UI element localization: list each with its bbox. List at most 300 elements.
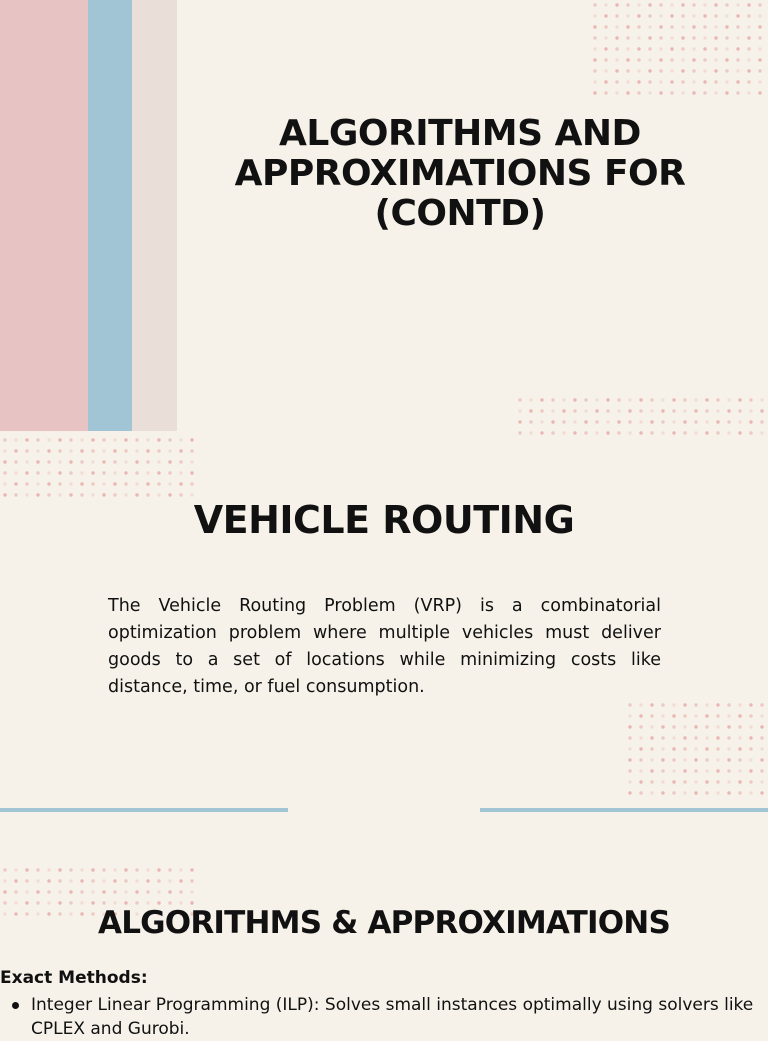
decor-dot	[58, 471, 61, 474]
decor-dot	[14, 438, 17, 441]
exact-methods-label: Exact Methods:	[0, 968, 148, 988]
decor-dot	[716, 714, 719, 717]
decor-dot	[670, 69, 673, 72]
decor-dot	[683, 431, 686, 434]
decor-dot	[661, 398, 664, 401]
decor-dot	[661, 747, 664, 750]
dot-pattern-mid-right	[515, 395, 768, 435]
decor-dot	[518, 431, 521, 434]
decor-dot	[727, 409, 730, 412]
decor-dot	[124, 890, 127, 893]
decor-dot	[626, 3, 629, 6]
decor-dot	[692, 47, 695, 50]
decor-dot	[760, 420, 763, 423]
decor-dot	[113, 482, 116, 485]
decor-dot	[694, 703, 697, 706]
decor-dot	[135, 482, 138, 485]
decor-dot	[593, 36, 596, 39]
decor-dot	[639, 714, 642, 717]
decor-dot	[190, 868, 193, 871]
decor-dot	[703, 36, 706, 39]
decor-dot	[47, 460, 50, 463]
decor-dot	[650, 398, 653, 401]
decor-dot	[683, 409, 686, 412]
exact-methods-list	[0, 993, 768, 1041]
decor-dot	[703, 58, 706, 61]
decor-dot	[716, 703, 719, 706]
decor-dot	[146, 890, 149, 893]
decor-dot	[606, 431, 609, 434]
decor-dot	[595, 431, 598, 434]
decor-dot	[659, 25, 662, 28]
decor-dot	[25, 493, 28, 496]
decor-dot	[736, 69, 739, 72]
decor-dot	[573, 409, 576, 412]
decor-dot	[738, 431, 741, 434]
decor-dot	[135, 868, 138, 871]
decor-dot	[190, 471, 193, 474]
decor-dot	[190, 449, 193, 452]
dot-pattern-lower-right	[625, 700, 768, 800]
decor-dot	[135, 438, 138, 441]
decor-dot	[714, 36, 717, 39]
decor-dot	[749, 431, 752, 434]
decor-dot	[738, 758, 741, 761]
decor-dot	[727, 769, 730, 772]
decor-dot	[47, 890, 50, 893]
decor-dot	[595, 398, 598, 401]
decor-dot	[650, 736, 653, 739]
decor-dot	[670, 91, 673, 94]
decor-dot	[157, 438, 160, 441]
decor-dot	[683, 398, 686, 401]
decor-dot	[716, 431, 719, 434]
decor-dot	[80, 438, 83, 441]
decor-dot	[91, 438, 94, 441]
decor-dot	[758, 91, 761, 94]
decor-dot	[736, 3, 739, 6]
decor-dot	[727, 758, 730, 761]
decor-dot	[562, 431, 565, 434]
decor-dot	[179, 868, 182, 871]
decor-dot	[179, 493, 182, 496]
decor-dot	[705, 725, 708, 728]
decor-dot	[637, 58, 640, 61]
decor-dot	[190, 482, 193, 485]
decor-dot	[749, 736, 752, 739]
decor-dot	[135, 879, 138, 882]
decor-dot	[14, 890, 17, 893]
decor-dot	[36, 493, 39, 496]
decor-dot	[760, 431, 763, 434]
decor-dot	[573, 431, 576, 434]
decor-dot	[157, 471, 160, 474]
decor-dot	[91, 449, 94, 452]
decor-dot	[25, 460, 28, 463]
decor-dot	[716, 747, 719, 750]
decor-dot	[146, 471, 149, 474]
decor-dot	[179, 879, 182, 882]
decor-dot	[157, 449, 160, 452]
decor-dot	[659, 91, 662, 94]
decor-dot	[168, 493, 171, 496]
decor-dot	[69, 471, 72, 474]
decor-dot	[727, 431, 730, 434]
decor-dot	[146, 449, 149, 452]
decor-dot	[593, 47, 596, 50]
decor-dot	[540, 409, 543, 412]
decor-dot	[672, 431, 675, 434]
decor-dot	[14, 482, 17, 485]
decor-dot	[705, 714, 708, 717]
decor-dot	[124, 482, 127, 485]
decor-dot	[58, 449, 61, 452]
decor-dot	[540, 398, 543, 401]
decor-dot	[80, 471, 83, 474]
decor-dot	[3, 438, 6, 441]
decor-dot	[135, 493, 138, 496]
decor-dot	[661, 736, 664, 739]
decor-dot	[681, 80, 684, 83]
decor-dot	[102, 868, 105, 871]
decor-dot	[672, 420, 675, 423]
decor-dot	[626, 91, 629, 94]
decor-dot	[760, 747, 763, 750]
decor-dot	[14, 460, 17, 463]
decor-dot	[725, 58, 728, 61]
decor-dot	[135, 890, 138, 893]
decor-dot	[562, 420, 565, 423]
decor-dot	[190, 879, 193, 882]
decor-dot	[91, 493, 94, 496]
decor-dot	[738, 780, 741, 783]
decor-dot	[760, 791, 763, 794]
decor-dot	[749, 780, 752, 783]
decor-dot	[681, 58, 684, 61]
decor-dot	[91, 879, 94, 882]
decor-dot	[124, 879, 127, 882]
decor-dot	[650, 409, 653, 412]
decor-dot	[749, 758, 752, 761]
decor-dot	[694, 747, 697, 750]
decor-dot	[14, 493, 17, 496]
decor-dot	[738, 714, 741, 717]
decor-dot	[672, 758, 675, 761]
decor-dot	[47, 449, 50, 452]
decor-dot	[716, 791, 719, 794]
decor-dot	[694, 791, 697, 794]
decor-dot	[672, 409, 675, 412]
decor-dot	[648, 91, 651, 94]
decor-dot	[705, 769, 708, 772]
decor-dot	[659, 14, 662, 17]
decor-dot	[606, 420, 609, 423]
decor-dot	[69, 482, 72, 485]
decor-dot	[168, 879, 171, 882]
decor-dot	[670, 14, 673, 17]
decor-dot	[25, 482, 28, 485]
decor-dot	[551, 409, 554, 412]
decor-dot	[584, 431, 587, 434]
decor-dot	[146, 460, 149, 463]
decor-dot	[725, 47, 728, 50]
decor-dot	[615, 3, 618, 6]
decor-dot	[540, 420, 543, 423]
decor-dot	[113, 493, 116, 496]
decor-dot	[637, 47, 640, 50]
decor-dot	[738, 769, 741, 772]
decor-dot	[58, 460, 61, 463]
decor-dot	[714, 14, 717, 17]
decor-dot	[157, 460, 160, 463]
decor-dot	[670, 80, 673, 83]
decor-dot	[738, 420, 741, 423]
decor-dot	[58, 493, 61, 496]
decor-dot	[758, 69, 761, 72]
decor-dot	[80, 879, 83, 882]
decor-dot	[36, 890, 39, 893]
decor-dot	[760, 714, 763, 717]
decor-dot	[681, 36, 684, 39]
decor-dot	[747, 69, 750, 72]
decor-dot	[91, 471, 94, 474]
decor-dot	[681, 69, 684, 72]
decor-dot	[157, 493, 160, 496]
decor-dot	[758, 80, 761, 83]
decor-dot	[661, 725, 664, 728]
decor-dot	[36, 438, 39, 441]
decor-dot	[705, 791, 708, 794]
decor-dot	[615, 14, 618, 17]
decor-dot	[716, 769, 719, 772]
decor-dot	[650, 769, 653, 772]
decor-dot	[25, 449, 28, 452]
decor-dot	[615, 58, 618, 61]
decor-dot	[36, 460, 39, 463]
decor-dot	[615, 69, 618, 72]
decor-dot	[738, 398, 741, 401]
decor-dot	[168, 460, 171, 463]
decor-dot	[518, 398, 521, 401]
decor-dot	[672, 747, 675, 750]
decor-dot	[639, 431, 642, 434]
decor-dot	[694, 780, 697, 783]
decor-dot	[639, 420, 642, 423]
decor-dot	[58, 438, 61, 441]
decor-dot	[727, 420, 730, 423]
decor-dot	[91, 868, 94, 871]
list-item-text: Integer Linear Programming (ILP): Solves small instances optimally using solvers like CPLEX and Gurobi.	[31, 995, 754, 1039]
decor-dot	[650, 703, 653, 706]
decor-dot	[69, 890, 72, 893]
decor-dot	[760, 736, 763, 739]
decor-dot	[716, 398, 719, 401]
decor-dot	[760, 780, 763, 783]
decor-dot	[650, 747, 653, 750]
decor-dot	[604, 58, 607, 61]
decor-dot	[36, 449, 39, 452]
decor-dot	[135, 449, 138, 452]
decor-dot	[25, 879, 28, 882]
vrp-description: The Vehicle Routing Problem (VRP) is a combinatorial optimization problem where multiple vehicles must deliver goods to a set of locations while minimizing costs like distance, time, or fuel consumption.	[108, 596, 661, 697]
decor-dot	[727, 398, 730, 401]
decor-dot	[694, 398, 697, 401]
decor-dot	[703, 69, 706, 72]
decor-dot	[25, 438, 28, 441]
decor-dot	[168, 482, 171, 485]
decor-dot	[47, 493, 50, 496]
decor-dot	[639, 725, 642, 728]
decor-dot	[661, 420, 664, 423]
decor-dot	[648, 14, 651, 17]
decor-dot	[124, 868, 127, 871]
decor-dot	[69, 438, 72, 441]
decor-dot	[47, 471, 50, 474]
decor-dot	[102, 471, 105, 474]
decor-dot	[659, 3, 662, 6]
decor-dot	[593, 3, 596, 6]
decor-dot	[727, 780, 730, 783]
decor-dot	[540, 431, 543, 434]
decor-dot	[661, 791, 664, 794]
decor-dot	[661, 714, 664, 717]
decor-dot	[760, 758, 763, 761]
decor-dot	[716, 420, 719, 423]
decor-dot	[725, 69, 728, 72]
decor-dot	[637, 91, 640, 94]
decor-dot	[14, 471, 17, 474]
decor-dot	[661, 431, 664, 434]
decor-dot	[593, 14, 596, 17]
decor-dot	[714, 58, 717, 61]
decor-dot	[604, 69, 607, 72]
decor-dot	[124, 460, 127, 463]
decor-dot	[47, 868, 50, 871]
decor-dot	[760, 769, 763, 772]
decor-dot	[659, 47, 662, 50]
decor-dot	[3, 471, 6, 474]
decor-dot	[47, 879, 50, 882]
decor-dot	[738, 791, 741, 794]
decor-dot	[628, 409, 631, 412]
decor-dot	[146, 879, 149, 882]
decor-dot	[551, 431, 554, 434]
decor-dot	[692, 25, 695, 28]
decor-dot	[672, 736, 675, 739]
decor-dot	[648, 69, 651, 72]
decor-dot	[694, 758, 697, 761]
decor-dot	[725, 80, 728, 83]
decor-dot	[683, 758, 686, 761]
decor-dot	[69, 493, 72, 496]
decor-dot	[747, 14, 750, 17]
decor-dot	[617, 398, 620, 401]
decor-dot	[736, 25, 739, 28]
decor-dot	[102, 482, 105, 485]
decor-dot	[179, 471, 182, 474]
decor-dot	[758, 47, 761, 50]
decor-dot	[661, 758, 664, 761]
decor-dot	[670, 47, 673, 50]
decor-dot	[672, 780, 675, 783]
decor-dot	[736, 80, 739, 83]
decor-dot	[628, 747, 631, 750]
decor-dot	[573, 420, 576, 423]
decor-dot	[146, 493, 149, 496]
decor-dot	[3, 460, 6, 463]
decor-dot	[694, 725, 697, 728]
decor-dot	[113, 460, 116, 463]
decor-dot	[36, 471, 39, 474]
decor-dot	[749, 769, 752, 772]
decor-dot	[648, 58, 651, 61]
decor-dot	[179, 449, 182, 452]
decor-dot	[124, 438, 127, 441]
decor-dot	[747, 58, 750, 61]
decor-dot	[157, 482, 160, 485]
decor-dot	[80, 449, 83, 452]
decor-dot	[628, 714, 631, 717]
decor-dot	[683, 714, 686, 717]
decor-dot	[626, 14, 629, 17]
decor-dot	[683, 725, 686, 728]
decor-dot	[628, 431, 631, 434]
decor-dot	[747, 25, 750, 28]
decor-dot	[25, 471, 28, 474]
decor-dot	[683, 747, 686, 750]
decor-dot	[738, 747, 741, 750]
section-heading-algorithms: ALGORITHMS & APPROXIMATIONS	[98, 905, 670, 941]
decor-dot	[637, 14, 640, 17]
section-heading-vehicle-routing: VEHICLE ROUTING	[193, 498, 575, 542]
decor-dot	[727, 725, 730, 728]
decor-dot	[716, 409, 719, 412]
title-line-1: ALGORITHMS AND	[279, 113, 641, 154]
decor-dot	[725, 25, 728, 28]
decor-dot	[650, 714, 653, 717]
decor-dot	[69, 460, 72, 463]
decor-dot	[659, 36, 662, 39]
decor-dot	[650, 791, 653, 794]
decor-dot	[113, 449, 116, 452]
dot-pattern-top-right	[590, 0, 768, 100]
decor-dot	[562, 398, 565, 401]
decor-dot	[681, 14, 684, 17]
decor-dot	[703, 3, 706, 6]
decor-dot	[681, 91, 684, 94]
decor-dot	[626, 58, 629, 61]
decor-dot	[617, 420, 620, 423]
decor-dot	[628, 791, 631, 794]
decor-dot	[617, 431, 620, 434]
decor-dot	[168, 449, 171, 452]
decor-dot	[760, 398, 763, 401]
decor-dot	[190, 890, 193, 893]
decor-dot	[102, 438, 105, 441]
decor-dot	[36, 879, 39, 882]
decor-dot	[113, 471, 116, 474]
decor-dot	[595, 420, 598, 423]
decor-dot	[157, 890, 160, 893]
decor-dot	[36, 868, 39, 871]
decor-dot	[703, 80, 706, 83]
decor-dot	[593, 80, 596, 83]
decor-dot	[113, 890, 116, 893]
decor-dot	[617, 409, 620, 412]
decor-dot	[157, 868, 160, 871]
decor-dot	[47, 482, 50, 485]
decor-dot	[670, 36, 673, 39]
